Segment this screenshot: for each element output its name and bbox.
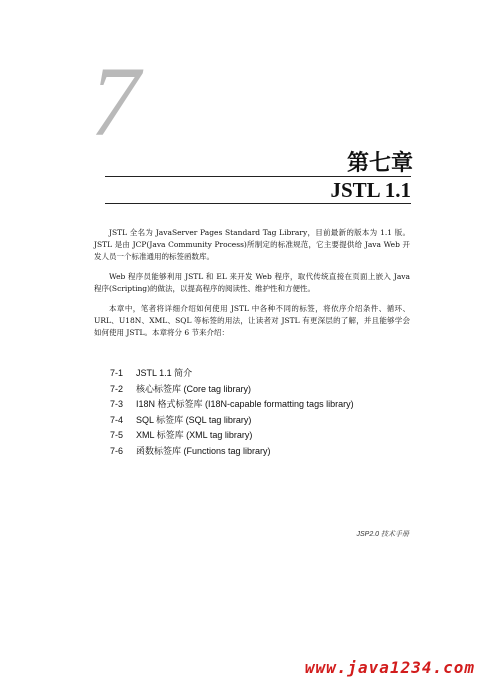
website-watermark: www.java1234.com [304,658,475,677]
toc-item-label: SQL 标签库 (SQL tag library) [136,414,252,425]
title-rule-top [105,176,411,177]
title-rule-bottom [105,203,411,204]
book-footer-label: JSP2.0 技术手册 [356,531,409,538]
chapter-title: 第七章 [346,151,413,176]
toc-item-number: 7-3 [110,399,124,409]
toc-item [110,397,430,413]
toc-item [110,366,430,382]
toc-item-label: I18N 格式标签库 (I18N-capable formatting tags library) [136,399,354,409]
toc-item-label: XML 标签库 (XML tag library) [136,430,253,440]
toc-item-number: 7-4 [110,414,124,425]
toc-item-label: 核心标签库 (Core tag library) [136,383,252,394]
chapter-number: 7 [90,46,140,157]
toc-item-number: 7-5 [110,430,124,440]
toc-item-number: 7-2 [110,383,124,394]
toc-item [110,413,430,429]
intro-paragraph: JSTL 全名为 JavaServer Pages Standard Tag Library，目前最新的版本为 1.1 版。JSTL 是由 JCP(Java Community Process)所制定的标准规范，它主要提供给 Java Web 开发人员一个标准通用的标签函数库。 [94,228,410,261]
toc-item-label: JSTL 1.1 简介 [136,368,193,378]
table-of-contents [110,366,430,459]
intro-section [94,227,410,347]
toc-item [110,382,430,398]
toc-item-number: 7-1 [110,368,124,378]
intro-paragraph: Web 程序员能够利用 JSTL 和 EL 来开发 Web 程序，取代传统直接在页面上嵌入 Java 程序(Scripting)的做法，以提高程序的阅读性、维护性和方便性。 [94,272,410,293]
toc-item-number: 7-6 [110,445,124,456]
toc-item-label: 函数标签库 (Functions tag library) [136,445,271,456]
toc-item [110,428,430,444]
chapter-subtitle: JSTL 1.1 [330,178,411,202]
intro-paragraph: 本章中，笔者将详细介绍如何使用 JSTL 中各种不同的标签，将依序介绍条件、循环、URL、U18N、XML、SQL 等标签的用法，让读者对 JSTL 有更深层的了解，并且能够学会如何使用 JSTL。本章将分 6 节来介绍： [94,304,410,337]
toc-item [110,444,430,460]
